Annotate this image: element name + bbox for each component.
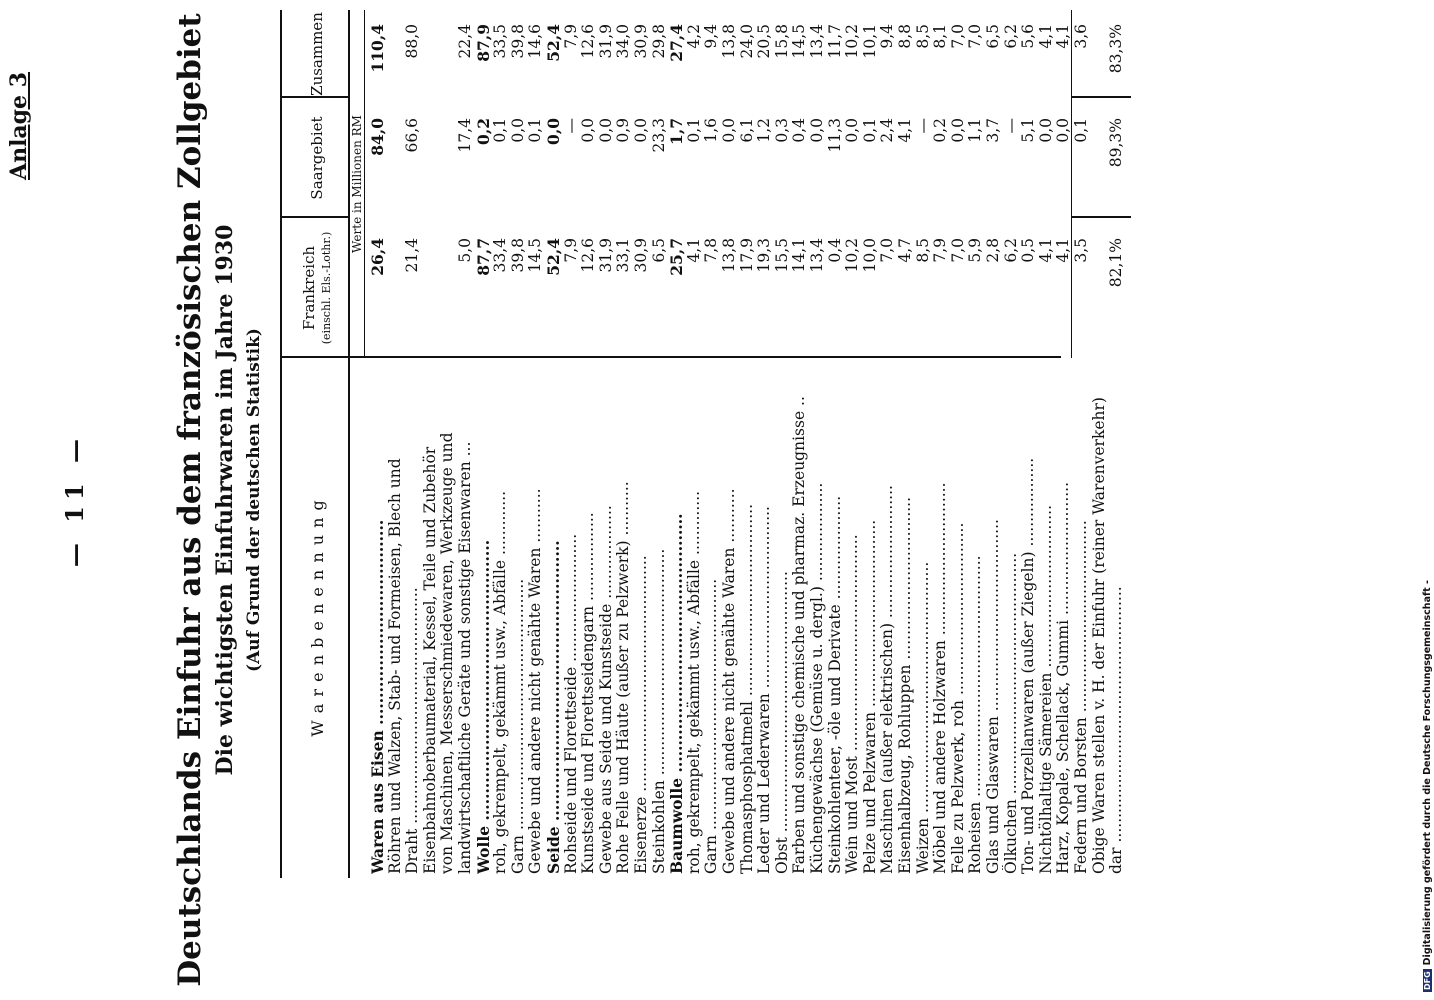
value-saar: 1,7 [667, 118, 687, 145]
value-saar: 0,4 [790, 118, 809, 143]
value-total: 87,9 [473, 24, 493, 62]
sub-title: Die wichtigsten Einfuhrwaren im Jahre 1930 [212, 224, 238, 776]
value-total: 4,2 [684, 24, 703, 49]
value-saar: 6,1 [737, 118, 756, 143]
value-france: 14,1 [790, 238, 809, 273]
value-france: 3,5 [1072, 238, 1090, 263]
value-france: 10,0 [860, 238, 879, 273]
page-number: — 11 — [60, 432, 89, 568]
value-france: 13,4 [808, 238, 826, 273]
row-label: Pelze und Pelzwaren ...................................... [860, 519, 879, 874]
value-france: 5,9 [966, 238, 985, 263]
row-label: Draht ................................................ [403, 587, 422, 874]
value-france: 30,9 [632, 238, 650, 273]
value-france: 82,1% [1107, 238, 1126, 288]
row-label: Eisenbahnoberbaumaterial, Kessel, Teile und Zubehör [420, 446, 439, 874]
table-top-rule [280, 10, 282, 878]
row-label: Federn und Borsten ....................................... [1072, 520, 1090, 874]
value-france: 19,3 [755, 238, 774, 273]
value-total: 13,4 [808, 24, 826, 59]
value-saar: 0,0 [843, 118, 862, 143]
value-total: 4,1 [1036, 24, 1055, 49]
value-france: 17,9 [737, 238, 756, 273]
col-header-saar: Saargebiet [308, 116, 326, 200]
value-total: 4,1 [1054, 24, 1073, 49]
value-saar: 0,2 [473, 118, 493, 145]
row-label: Rohseide und Florettseide .......................... [561, 533, 580, 874]
row-label: roh, gekrempelt, gekämmt usw., Abfälle ............. [684, 490, 703, 874]
row-label: Harz, Kopale, Schellack, Gummi ........................... [1054, 481, 1073, 874]
row-label: Obst ..................................................... [772, 571, 791, 874]
digitization-text: Digitalisierung gefördert durch die Deutsche Forschungsgemeinschaft - [1422, 580, 1433, 966]
value-total: 8,1 [931, 24, 950, 49]
value-france: 52,4 [544, 238, 563, 276]
value-saar: 23,3 [649, 118, 668, 153]
value-total: 14,6 [526, 24, 545, 59]
row-label: Steinkohlen .............................................. [649, 548, 668, 874]
value-total: 31,9 [596, 24, 615, 59]
value-total: 12,6 [579, 24, 598, 59]
value-total: 88,0 [403, 24, 422, 59]
row-label: Küchengewächse (Gemüse u. dergl.) .................... [808, 482, 826, 874]
value-total: 9,4 [878, 24, 897, 49]
value-total: 9,4 [702, 24, 721, 49]
row-label: Thomasphosphatmehl ....................................... [737, 503, 756, 874]
value-saar: 0,1 [684, 118, 703, 143]
row-label: Leder und Lederwaren ..................................... [755, 506, 774, 874]
value-total: 20,5 [755, 24, 774, 59]
source-note: (Auf Grund der deutschen Statistik) [244, 328, 264, 672]
value-total: 22,4 [456, 24, 474, 59]
dfg-logo: DFG [1423, 971, 1432, 990]
value-saar: — [913, 118, 932, 134]
value-saar: 66,6 [403, 118, 422, 153]
value-saar: 0,0 [808, 118, 826, 143]
row-label: Baumwolle ................................................ [667, 513, 687, 874]
row-label: Möbel und andere Holzwaren ............................... [931, 482, 950, 874]
value-saar: — [561, 118, 580, 134]
row-label: dar .................................................... [1107, 586, 1126, 874]
value-total: 11,7 [825, 24, 844, 59]
value-saar: 0,2 [931, 118, 950, 143]
row-label: Eisenerze ................................................ [632, 555, 650, 874]
value-saar: 11,3 [825, 118, 844, 153]
value-france: 8,5 [913, 238, 932, 263]
value-saar: — [1001, 118, 1020, 134]
value-france: 25,7 [667, 238, 687, 276]
value-france: 10,2 [843, 238, 862, 273]
value-total: 30,9 [632, 24, 650, 59]
value-france: 14,5 [526, 238, 545, 273]
value-total: 6,5 [984, 24, 1002, 49]
row-label: Obige Waren stellen v. H. der Einfuhr (reiner Warenverkehr) [1089, 397, 1108, 874]
value-saar: 1,6 [702, 118, 721, 143]
value-total: 8,8 [896, 24, 914, 49]
row-label: von Maschinen, Messerschmiedewaren, Werkzeuge und [438, 432, 457, 874]
value-france: 4,1 [684, 238, 703, 263]
value-france: 7,9 [561, 238, 580, 263]
row-label: landwirtschaftliche Geräte und sonstige Eisenwaren ... [456, 441, 474, 874]
value-saar: 0,0 [508, 118, 527, 143]
value-saar: 0,1 [1072, 118, 1090, 143]
value-saar: 0,0 [1036, 118, 1055, 143]
value-france: 7,8 [702, 238, 721, 263]
value-saar: 0,0 [632, 118, 650, 143]
value-saar: 0,3 [772, 118, 791, 143]
value-total: 7,0 [948, 24, 967, 49]
row-label: Seide .................................................... [544, 540, 563, 874]
value-total: 10,1 [860, 24, 879, 59]
value-total: 33,5 [491, 24, 510, 59]
value-france: 2,8 [984, 238, 1002, 263]
col-header-france: Frankreich [300, 245, 318, 331]
col-header-france-sub: (einschl. Els.-Lothr.) [320, 231, 333, 345]
row-label: Kunstseide und Florettseidengarn .................. [579, 512, 598, 874]
value-saar: 0,0 [720, 118, 738, 143]
value-france: 87,7 [473, 238, 493, 276]
value-total: 29,8 [649, 24, 668, 59]
value-total: 14,5 [790, 24, 809, 59]
row-label: Eisenhalbzeug, Rohluppen ................................. [896, 496, 914, 874]
value-saar: 0,9 [614, 118, 633, 143]
value-total: 13,8 [720, 24, 738, 59]
value-france: 15,5 [772, 238, 791, 273]
row-label: Glas und Glaswaren ....................................... [984, 519, 1002, 874]
unit-label: Werte in Millionen RM [350, 115, 364, 253]
value-france: 33,4 [491, 238, 510, 273]
value-saar: 4,1 [896, 118, 914, 143]
value-saar: 0,0 [579, 118, 598, 143]
row-label: Gewebe aus Seide und Kunstseide ................... [596, 505, 615, 874]
value-saar: 0,1 [491, 118, 510, 143]
row-label: Ölkuchen ................................................. [1001, 552, 1020, 874]
value-total: 6,2 [1001, 24, 1020, 49]
row-label: Rohe Felle und Häute (außer zu Pelzwerk) ........... [614, 481, 633, 874]
main-title: Deutschlands Einfuhr aus dem französischen Zollgebiet [172, 13, 208, 987]
value-saar: 3,7 [984, 118, 1002, 143]
value-total: 24,0 [737, 24, 756, 59]
value-total: 7,9 [561, 24, 580, 49]
row-label: Wein und Most ............................................ [843, 534, 862, 874]
value-france: 4,1 [1036, 238, 1055, 263]
value-saar: 0,1 [860, 118, 879, 143]
value-france: 6,2 [1001, 238, 1020, 263]
value-total: 7,0 [966, 24, 985, 49]
value-saar: 1,1 [966, 118, 985, 143]
value-france: 4,7 [896, 238, 914, 263]
value-total: 27,4 [667, 24, 687, 62]
row-label: roh, gekrempelt, gekämmt usw., Abfälle ............. [491, 490, 510, 874]
row-label: Roheisen ................................................. [966, 555, 985, 874]
value-saar: 5,1 [1019, 118, 1038, 143]
row-label: Maschinen (außer elektrischen) ........................... [878, 485, 897, 874]
row-label: Weizen ................................................... [913, 561, 932, 874]
row-label: Garn ................................................... [508, 578, 527, 874]
value-france: 6,5 [649, 238, 668, 263]
value-saar: 17,4 [456, 118, 474, 153]
row-label: Garn ................................................... [702, 578, 721, 874]
value-france: 31,9 [596, 238, 615, 273]
value-saar: 0,0 [1054, 118, 1073, 143]
row-label: Nichtölhaltige Sämereien ................................. [1036, 504, 1055, 874]
value-saar: 0,1 [526, 118, 545, 143]
value-total: 5,6 [1019, 24, 1038, 49]
row-label: Farben und sonstige chemische und pharmaz. Erzeugnisse .. [790, 396, 809, 874]
value-france: 4,1 [1054, 238, 1073, 263]
row-label: Wolle .................................................... [473, 539, 493, 874]
row-label: Gewebe und andere nicht genähte Waren ........... [720, 488, 738, 874]
row-label: Gewebe und andere nicht genähte Waren ........... [526, 488, 545, 874]
row-label: Röhren und Walzen, Stab- und Formeisen, Blech und [385, 458, 404, 874]
row-label: Ton- und Porzellanwaren (außer Ziegeln) .................. [1019, 457, 1038, 874]
value-france: 5,0 [456, 238, 474, 263]
value-saar: 89,3% [1107, 118, 1126, 168]
value-france: 7,0 [878, 238, 897, 263]
value-france: 39,8 [508, 238, 527, 273]
value-saar: 0,0 [596, 118, 615, 143]
value-saar: 1,2 [755, 118, 774, 143]
value-france: 12,6 [579, 238, 598, 273]
value-total: 39,8 [508, 24, 527, 59]
value-total: 15,8 [772, 24, 791, 59]
unit-rule [364, 10, 365, 358]
value-france: 0,5 [1019, 238, 1038, 263]
value-total: 34,0 [614, 24, 633, 59]
value-saar: 2,4 [878, 118, 897, 143]
value-france: 13,8 [720, 238, 738, 273]
value-total: 10,2 [843, 24, 862, 59]
value-france: 21,4 [403, 238, 422, 273]
value-saar: 84,0 [368, 118, 387, 156]
row-label: Waren aus Eisen ...................................... [368, 519, 387, 874]
value-saar: 0,0 [948, 118, 967, 143]
annex-label: Anlage 3 [6, 71, 32, 180]
row-label: Felle zu Pelzwerk, roh ................................... [948, 522, 967, 874]
value-france: 7,9 [931, 238, 950, 263]
row-label: Steinkohlenteer, -öle und Derivate ..................... [825, 495, 844, 874]
value-saar: 0,0 [544, 118, 563, 145]
value-total: 52,4 [544, 24, 563, 62]
col-header-goods: W a r e n b e n e n n u n g [308, 499, 327, 737]
value-france: 26,4 [368, 238, 387, 276]
value-total: 110,4 [368, 24, 387, 73]
value-total: 83,3% [1107, 24, 1126, 74]
value-france: 33,1 [614, 238, 633, 273]
value-france: 7,0 [948, 238, 967, 263]
value-total: 3,6 [1072, 24, 1090, 49]
value-france: 0,4 [825, 238, 844, 263]
value-total: 8,5 [913, 24, 932, 49]
digitization-credit [1422, 0, 1434, 1000]
col-header-total: Zusammen [308, 12, 326, 96]
